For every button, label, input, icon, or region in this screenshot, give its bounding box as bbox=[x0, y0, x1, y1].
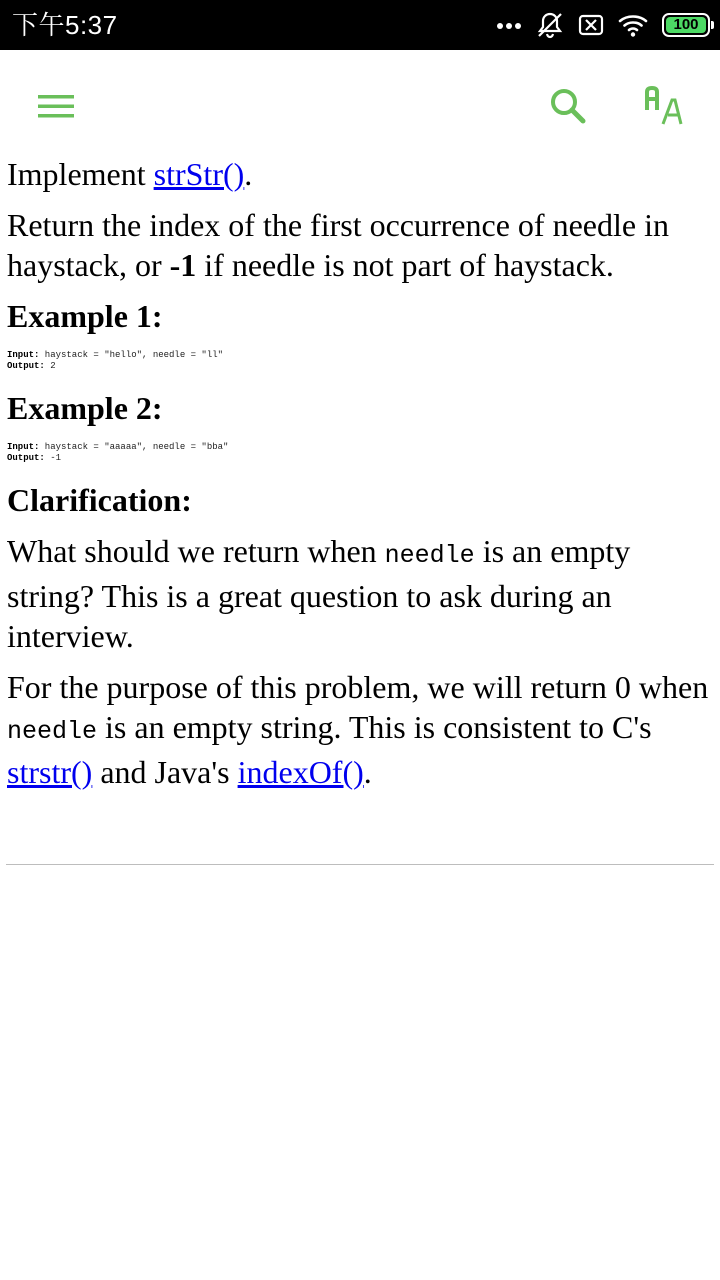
description-bold: -1 bbox=[169, 247, 197, 283]
example-1-code bbox=[7, 350, 713, 372]
strstr-link[interactable]: strStr() bbox=[153, 156, 245, 192]
clarification-2-text-a: For the purpose of this problem, we will return 0 when bbox=[7, 669, 709, 705]
example-1-output-label: Output: bbox=[7, 361, 45, 371]
example-1-input-label: Input: bbox=[7, 350, 40, 360]
battery-level: 100 bbox=[666, 17, 706, 33]
intro-text: Implement bbox=[7, 156, 154, 192]
content-divider bbox=[6, 864, 714, 865]
example-2-output-value: -1 bbox=[44, 453, 62, 463]
needle-code-2: needle bbox=[7, 717, 98, 746]
intro-end: . bbox=[244, 156, 253, 192]
menu-icon bbox=[30, 86, 82, 126]
font-size-icon bbox=[638, 82, 690, 130]
search-button[interactable] bbox=[544, 82, 592, 130]
search-icon bbox=[544, 82, 592, 130]
problem-content bbox=[7, 154, 713, 803]
clarification-2-text-d: . bbox=[363, 754, 372, 790]
clarification-1-text-b: is an empty string? This is a great question to ask during an interview. bbox=[7, 533, 631, 654]
example-2-input-value: haystack = "aaaaa", needle = "bba" bbox=[39, 442, 229, 452]
font-size-button[interactable] bbox=[638, 82, 690, 130]
notification-muted-icon bbox=[536, 11, 564, 39]
clarification-paragraph-1 bbox=[7, 531, 713, 656]
problem-description bbox=[7, 205, 713, 285]
status-time: 下午5:37 bbox=[12, 10, 118, 40]
example-2-heading: Example 2: bbox=[7, 390, 163, 426]
menu-button[interactable] bbox=[30, 86, 82, 126]
clarification-1-text-a: What should we return when bbox=[7, 533, 385, 569]
needle-code: needle bbox=[384, 541, 475, 570]
c-strstr-link[interactable]: strstr() bbox=[7, 754, 93, 790]
java-indexof-link[interactable]: indexOf() bbox=[237, 754, 364, 790]
battery-icon bbox=[662, 13, 710, 37]
wifi-icon bbox=[618, 12, 648, 38]
example-2-output-label: Output: bbox=[7, 453, 45, 463]
clarification-paragraph-2 bbox=[7, 667, 713, 792]
example-2-code bbox=[7, 442, 713, 464]
more-dots-icon bbox=[496, 20, 522, 30]
problem-intro bbox=[7, 154, 713, 194]
clarification-2-text-c: and Java's bbox=[92, 754, 238, 790]
example-1-heading: Example 1: bbox=[7, 298, 163, 334]
status-icons bbox=[496, 10, 710, 40]
status-bar bbox=[0, 0, 720, 50]
example-1-input-value: haystack = "hello", needle = "ll" bbox=[39, 350, 224, 360]
example-1-output-value: 2 bbox=[44, 361, 56, 371]
sim-x-icon bbox=[578, 13, 604, 37]
description-text-2: if needle is not part of haystack. bbox=[196, 247, 614, 283]
example-2-input-label: Input: bbox=[7, 442, 40, 452]
description-text-1: Return the index of the first occurrence of needle in haystack, or bbox=[7, 207, 669, 283]
clarification-2-text-b: is an empty string. This is consistent to C's bbox=[97, 709, 652, 745]
clarification-heading: Clarification: bbox=[7, 482, 192, 518]
app-toolbar bbox=[0, 50, 720, 160]
